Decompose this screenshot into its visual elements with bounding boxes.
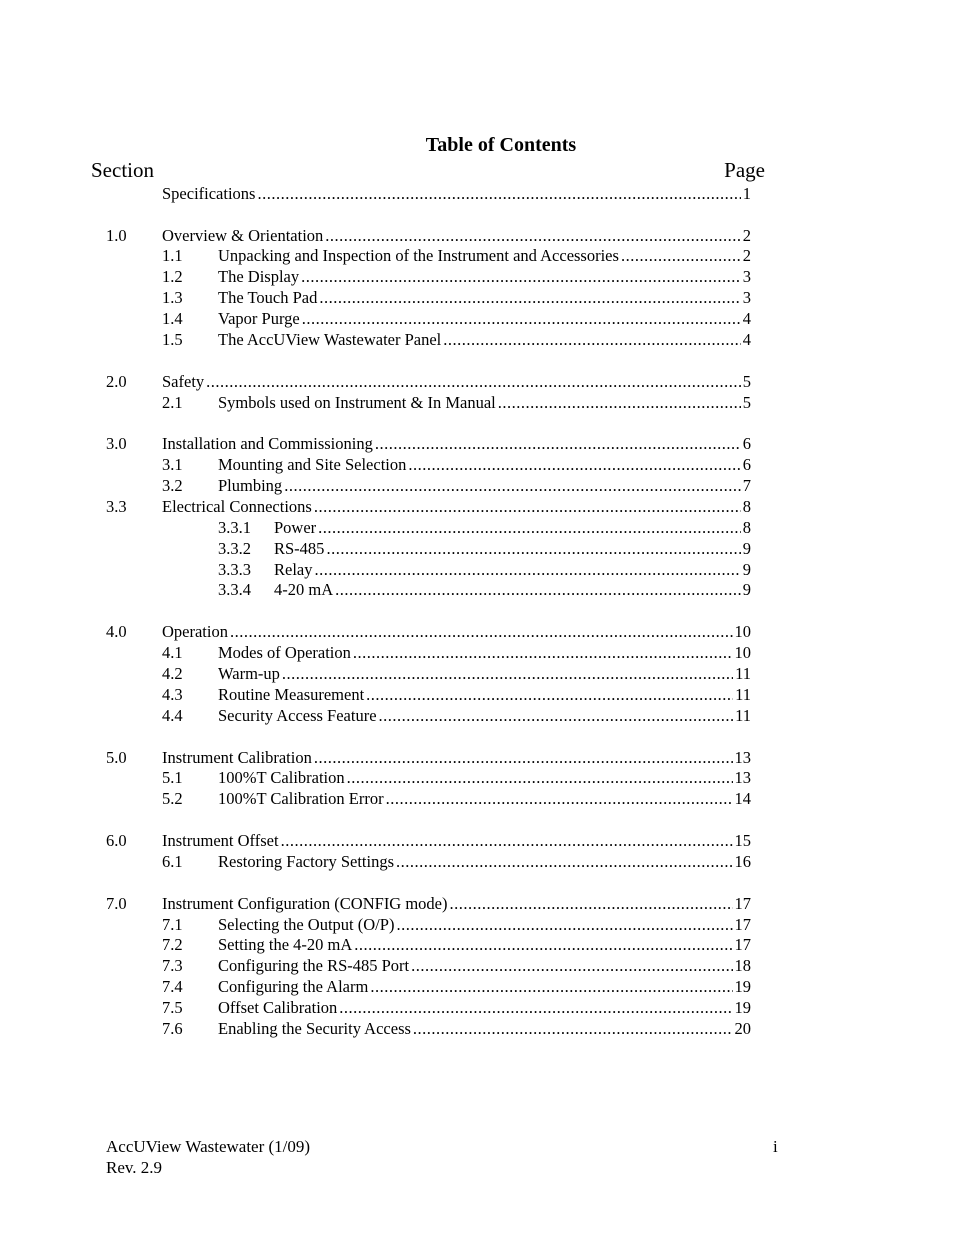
dot-leader <box>315 559 741 580</box>
toc-entry-number: 1.2 <box>162 267 183 286</box>
toc-entry-number: 5.0 <box>106 748 127 767</box>
dot-leader <box>379 705 734 726</box>
toc-entry-number: 2.0 <box>106 372 127 391</box>
toc-entry <box>0 934 954 955</box>
toc-entry-page: 13 <box>734 768 751 787</box>
toc-entry-number: 3.3.4 <box>218 580 251 599</box>
toc-entry-label: Restoring Factory Settings <box>218 852 394 871</box>
dot-leader <box>370 976 732 997</box>
toc-entry-label: RS-485 <box>274 539 325 558</box>
toc-entry <box>0 371 954 392</box>
toc-entry-number: 7.3 <box>162 956 183 975</box>
toc-entry-page: 3 <box>742 288 751 307</box>
toc-entry-label: Specifications <box>162 184 256 203</box>
toc-entry-number: 7.4 <box>162 977 183 996</box>
toc-entry-page: 9 <box>742 560 751 579</box>
toc-entry-page: 20 <box>734 1019 751 1038</box>
toc-entry-label: Offset Calibration <box>218 998 338 1017</box>
toc-entry-label: Installation and Commissioning <box>162 434 373 453</box>
toc-entry <box>0 788 954 809</box>
toc-entry-page: 19 <box>734 977 751 996</box>
toc-entry-label: Unpacking and Inspection of the Instrument and Accessories <box>218 246 619 265</box>
toc-entry <box>0 747 954 768</box>
dot-leader <box>314 747 733 768</box>
toc-entry-page: 6 <box>742 455 751 474</box>
toc-entry <box>0 976 954 997</box>
toc-entry-number: 6.0 <box>106 831 127 850</box>
toc-entry-page: 14 <box>734 789 751 808</box>
toc-entry <box>0 997 954 1018</box>
toc-entry-label: Power <box>274 518 317 537</box>
toc-entry-number: 4.3 <box>162 685 183 704</box>
page-title: Table of Contents <box>425 134 577 156</box>
toc-entry <box>0 308 954 329</box>
toc-entry <box>0 538 954 559</box>
toc-entry-page: 2 <box>742 226 751 245</box>
toc-entry-label: Configuring the Alarm <box>218 977 369 996</box>
dot-leader <box>347 767 733 788</box>
dot-leader <box>282 663 733 684</box>
toc-entry-number: 3.3.2 <box>218 539 251 558</box>
toc-entry-number: 3.1 <box>162 455 183 474</box>
toc-entry-number: 6.1 <box>162 852 183 871</box>
toc-entry-number: 3.0 <box>106 434 127 453</box>
dot-leader <box>498 392 741 413</box>
toc-entry-number: 4.4 <box>162 706 183 725</box>
dot-leader <box>443 329 741 350</box>
toc-entry-label: Overview & Orientation <box>162 226 324 245</box>
toc-entry-page: 13 <box>734 748 751 767</box>
toc-entry <box>0 287 954 308</box>
toc-entry-page: 3 <box>742 267 751 286</box>
toc-entry <box>0 684 954 705</box>
footer-doc-title: AccUView Wastewater (1/09) <box>106 1137 311 1156</box>
dot-leader <box>318 517 741 538</box>
toc-entry <box>0 955 954 976</box>
toc-entry-page: 5 <box>742 393 751 412</box>
dot-leader <box>206 371 741 392</box>
toc-entry-page: 11 <box>735 664 751 683</box>
toc-entry <box>0 266 954 287</box>
toc-entry <box>0 392 954 413</box>
toc-entry-page: 11 <box>735 685 751 704</box>
dot-leader <box>396 851 733 872</box>
toc-entry-page: 9 <box>742 580 751 599</box>
dot-leader <box>413 1018 733 1039</box>
toc-entry-label: 4-20 mA <box>274 580 334 599</box>
toc-entry-label: Plumbing <box>218 476 283 495</box>
toc-entry-page: 17 <box>734 935 751 954</box>
footer-revision: Rev. 2.9 <box>106 1158 163 1177</box>
toc-entry-label: Configuring the RS-485 Port <box>218 956 410 975</box>
toc-entry <box>0 329 954 350</box>
toc-entry <box>0 642 954 663</box>
toc-entry-label: The Display <box>218 267 300 286</box>
toc-entry-label: Routine Measurement <box>218 685 365 704</box>
toc-entry-page: 16 <box>734 852 751 871</box>
toc-entry-page: 10 <box>734 622 751 641</box>
toc-entry-page: 5 <box>742 372 751 391</box>
toc-entry-page: 19 <box>734 998 751 1017</box>
toc-entry-label: Selecting the Output (O/P) <box>218 915 395 934</box>
toc-entry-label: The Touch Pad <box>218 288 318 307</box>
toc-entry-label: Instrument Offset <box>162 831 279 850</box>
toc-entry <box>0 496 954 517</box>
toc-entry-label: Symbols used on Instrument & In Manual <box>218 393 496 412</box>
toc-entry-page: 9 <box>742 539 751 558</box>
toc-entry-label: Electrical Connections <box>162 497 312 516</box>
toc-entry-label: Enabling the Security Access <box>218 1019 411 1038</box>
toc-entry-number: 7.1 <box>162 915 183 934</box>
toc-entry-page: 4 <box>742 330 751 349</box>
toc-entry-label: Operation <box>162 622 228 641</box>
dot-leader <box>326 538 740 559</box>
footer-doc-info <box>106 1136 310 1178</box>
toc-entry-page: 17 <box>734 915 751 934</box>
toc-entry-label: Relay <box>274 560 313 579</box>
dot-leader <box>302 308 741 329</box>
toc-entry <box>0 705 954 726</box>
dot-leader <box>284 475 741 496</box>
toc-entry-number: 4.0 <box>106 622 127 641</box>
toc-entry-label: Safety <box>162 372 205 391</box>
toc-entry-label: 100%T Calibration <box>218 768 345 787</box>
toc-entry <box>0 914 954 935</box>
footer-page-number: i <box>773 1137 778 1156</box>
toc-entry-number: 3.2 <box>162 476 183 495</box>
toc-entry <box>0 621 954 642</box>
dot-leader <box>354 934 732 955</box>
toc-entry <box>0 433 954 454</box>
toc-entry-number: 7.6 <box>162 1019 183 1038</box>
toc-entry <box>0 245 954 266</box>
dot-leader <box>335 579 741 600</box>
dot-leader <box>366 684 733 705</box>
dot-leader <box>353 642 733 663</box>
toc-entry-number: 7.0 <box>106 894 127 913</box>
toc-entry <box>0 1018 954 1039</box>
toc-entry <box>0 579 954 600</box>
toc-entry-page: 4 <box>742 309 751 328</box>
dot-leader <box>411 955 732 976</box>
toc-entry-number: 5.1 <box>162 768 183 787</box>
toc-entry-number: 3.3 <box>106 497 127 516</box>
toc-entry <box>0 475 954 496</box>
dot-leader <box>319 287 740 308</box>
dot-leader <box>230 621 733 642</box>
toc-entry-page: 1 <box>742 184 751 203</box>
toc-entry-number: 4.2 <box>162 664 183 683</box>
toc-entry-page: 8 <box>742 497 751 516</box>
dot-leader <box>314 496 741 517</box>
toc-entry-number: 3.3.3 <box>218 560 251 579</box>
toc-entry-label: Vapor Purge <box>218 309 300 328</box>
toc-entry <box>0 893 954 914</box>
dot-leader <box>375 433 741 454</box>
page-column-header: Page <box>724 158 765 182</box>
toc-entry-label: Warm-up <box>218 664 280 683</box>
toc-entry-number: 1.3 <box>162 288 183 307</box>
toc-entry-page: 8 <box>742 518 751 537</box>
toc-entry-page: 11 <box>735 706 751 725</box>
toc-entry-label: Modes of Operation <box>218 643 351 662</box>
toc-entry <box>0 767 954 788</box>
toc-entry-label: The AccUView Wastewater Panel <box>218 330 442 349</box>
toc-entry <box>0 183 954 204</box>
toc-entry <box>0 663 954 684</box>
toc-entry-page: 7 <box>742 476 751 495</box>
dot-leader <box>281 830 733 851</box>
toc-entry-page: 18 <box>734 956 751 975</box>
section-column-header: Section <box>91 158 154 182</box>
toc-entry-label: Mounting and Site Selection <box>218 455 407 474</box>
dot-leader <box>450 893 733 914</box>
toc-entry-number: 3.3.1 <box>218 518 251 537</box>
toc-entry-page: 10 <box>734 643 751 662</box>
toc-entry-page: 2 <box>742 246 751 265</box>
toc-entry <box>0 851 954 872</box>
toc-entry-number: 7.5 <box>162 998 183 1017</box>
dot-leader <box>325 225 740 246</box>
toc-entry-label: Instrument Calibration <box>162 748 312 767</box>
dot-leader <box>621 245 741 266</box>
toc-entry-number: 2.1 <box>162 393 183 412</box>
toc-entry-label: 100%T Calibration Error <box>218 789 384 808</box>
dot-leader <box>396 914 732 935</box>
toc-entry-number: 1.1 <box>162 246 183 265</box>
toc-entry-page: 15 <box>734 831 751 850</box>
toc-entry-number: 4.1 <box>162 643 183 662</box>
toc-entry <box>0 830 954 851</box>
toc-entry-label: Setting the 4-20 mA <box>218 935 353 954</box>
toc-entry-page: 17 <box>734 894 751 913</box>
toc-entry-number: 5.2 <box>162 789 183 808</box>
dot-leader <box>339 997 732 1018</box>
toc-entry-number: 1.4 <box>162 309 183 328</box>
toc-entry <box>0 454 954 475</box>
dot-leader <box>301 266 741 287</box>
dot-leader <box>386 788 733 809</box>
toc-entry-number: 7.2 <box>162 935 183 954</box>
toc-entry-label: Instrument Configuration (CONFIG mode) <box>162 894 448 913</box>
toc-entry <box>0 517 954 538</box>
toc-entry-number: 1.0 <box>106 226 127 245</box>
dot-leader <box>408 454 740 475</box>
toc-entry <box>0 559 954 580</box>
dot-leader <box>257 183 740 204</box>
toc-entry <box>0 225 954 246</box>
toc-entry-page: 6 <box>742 434 751 453</box>
toc-entry-number: 1.5 <box>162 330 183 349</box>
toc-entry-label: Security Access Feature <box>218 706 377 725</box>
